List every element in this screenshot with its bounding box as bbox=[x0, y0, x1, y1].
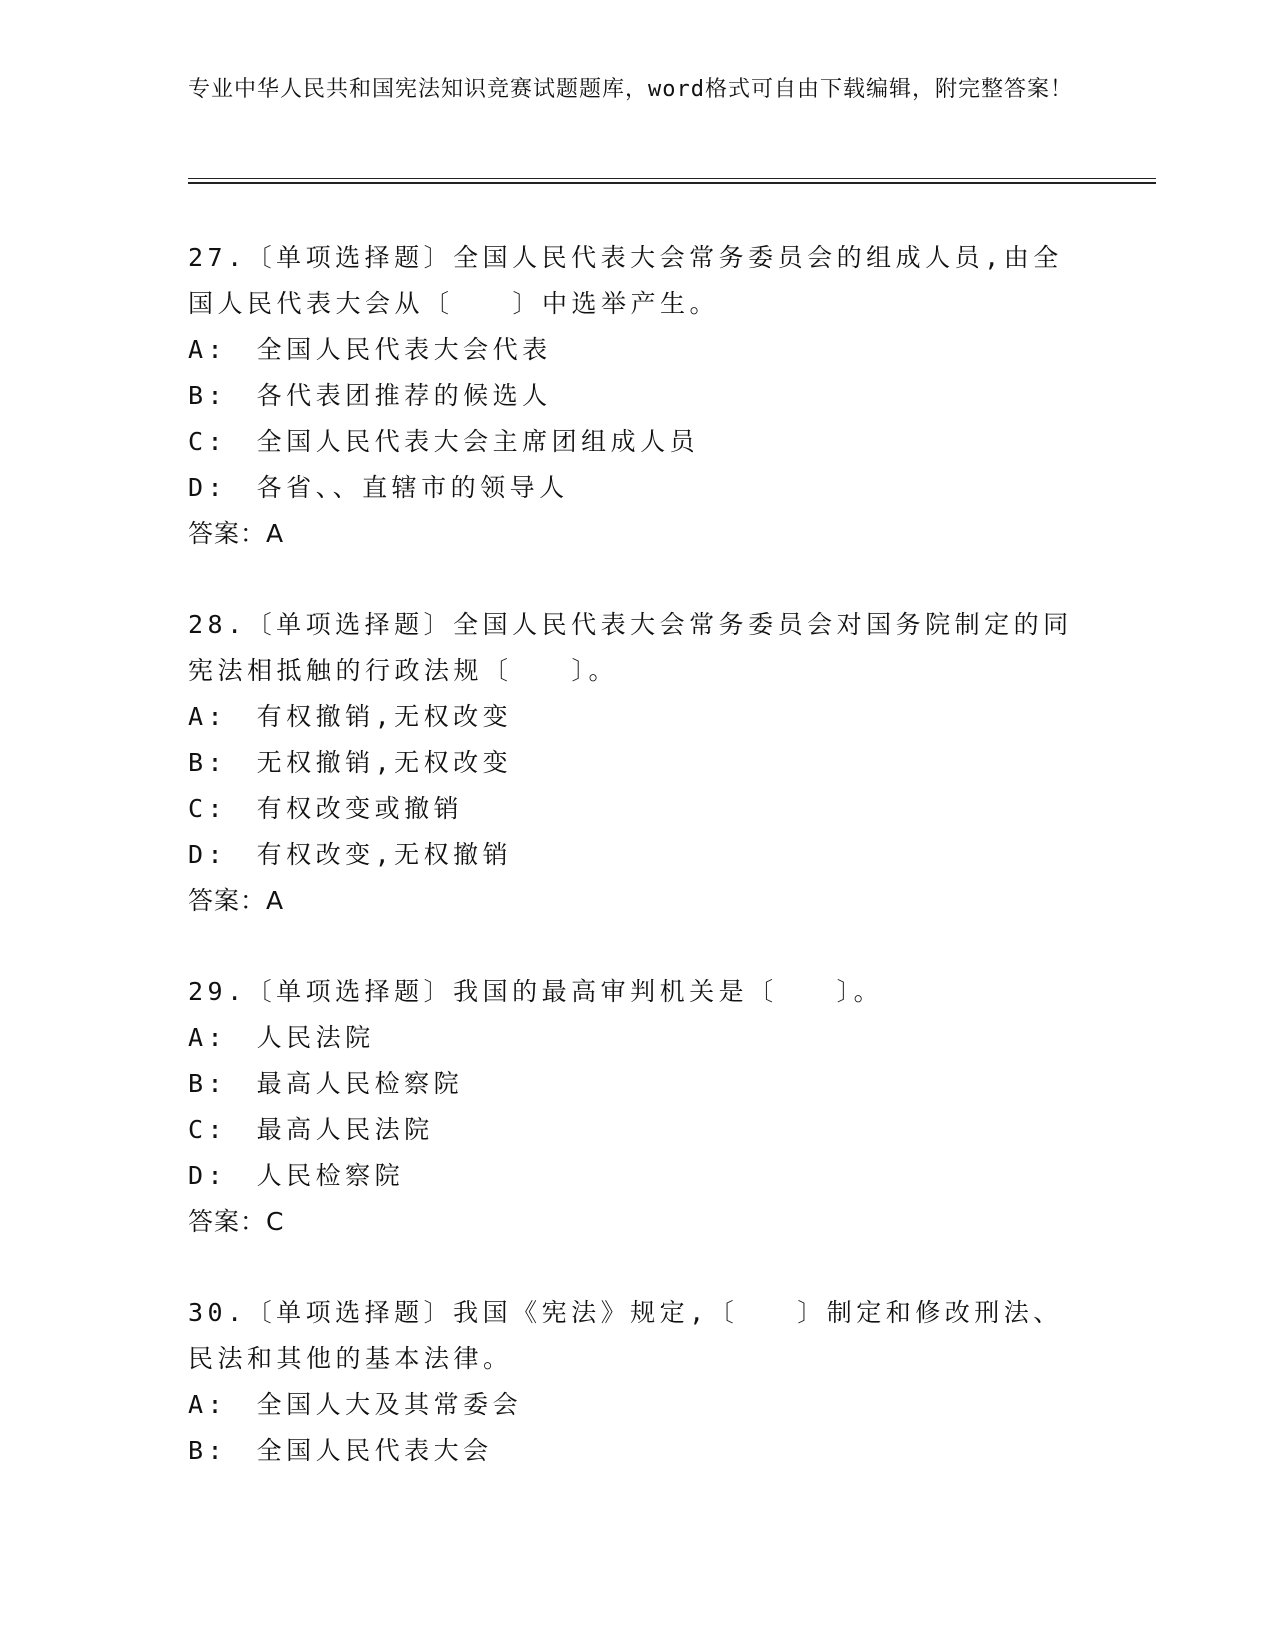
answer-value: A bbox=[266, 519, 285, 548]
question-list bbox=[188, 235, 1088, 1519]
page-header: 专业中华人民共和国宪法知识竞赛试题题库，word格式可自由下载编辑，附完整答案！ bbox=[188, 77, 1073, 102]
option-d: D: 各省、、直辖市的领导人 bbox=[188, 473, 569, 502]
question-stem: 27.〔单项选择题〕全国人民代表大会常务委员会的组成人员,由全国人民代表大会从〔 〕中选举产生。 bbox=[188, 243, 1063, 318]
answer-value: C bbox=[266, 1207, 285, 1236]
option-c: C: 有权改变或撤销 bbox=[188, 794, 464, 823]
option-a: A: 全国人大及其常委会 bbox=[188, 1390, 523, 1419]
option-a: A: 全国人民代表大会代表 bbox=[188, 335, 552, 364]
option-d: D: 人民检察院 bbox=[188, 1161, 405, 1190]
option-b: B: 各代表团推荐的候选人 bbox=[188, 381, 552, 410]
header-divider-bottom bbox=[188, 182, 1156, 184]
answer-label: 答案： bbox=[188, 519, 267, 548]
option-c: C: 最高人民法院 bbox=[188, 1115, 434, 1144]
answer-label: 答案： bbox=[188, 886, 267, 915]
answer-label: 答案： bbox=[188, 1207, 267, 1236]
question-stem: 29.〔单项选择题〕我国的最高审判机关是〔 〕。 bbox=[188, 977, 884, 1006]
option-a: A: 有权撤销,无权改变 bbox=[188, 702, 513, 731]
answer-line bbox=[188, 511, 1088, 557]
question-item bbox=[188, 1290, 1088, 1474]
option-b: B: 无权撤销,无权改变 bbox=[188, 748, 513, 777]
question-item bbox=[188, 235, 1088, 557]
answer-line bbox=[188, 878, 1088, 924]
answer-value: A bbox=[266, 886, 285, 915]
option-c: C: 全国人民代表大会主席团组成人员 bbox=[188, 427, 700, 456]
option-b: B: 最高人民检察院 bbox=[188, 1069, 464, 1098]
option-b: B: 全国人民代表大会 bbox=[188, 1436, 493, 1465]
answer-line bbox=[188, 1199, 1088, 1245]
option-d: D: 有权改变,无权撤销 bbox=[188, 840, 513, 869]
option-a: A: 人民法院 bbox=[188, 1023, 375, 1052]
question-item bbox=[188, 602, 1088, 924]
question-stem: 28.〔单项选择题〕全国人民代表大会常务委员会对国务院制定的同宪法相抵触的行政法规〔 〕。 bbox=[188, 610, 1073, 685]
question-item bbox=[188, 969, 1088, 1245]
header-divider-top bbox=[188, 178, 1156, 179]
question-stem: 30.〔单项选择题〕我国《宪法》规定,〔 〕制定和修改刑法、民法和其他的基本法律。 bbox=[188, 1298, 1063, 1373]
